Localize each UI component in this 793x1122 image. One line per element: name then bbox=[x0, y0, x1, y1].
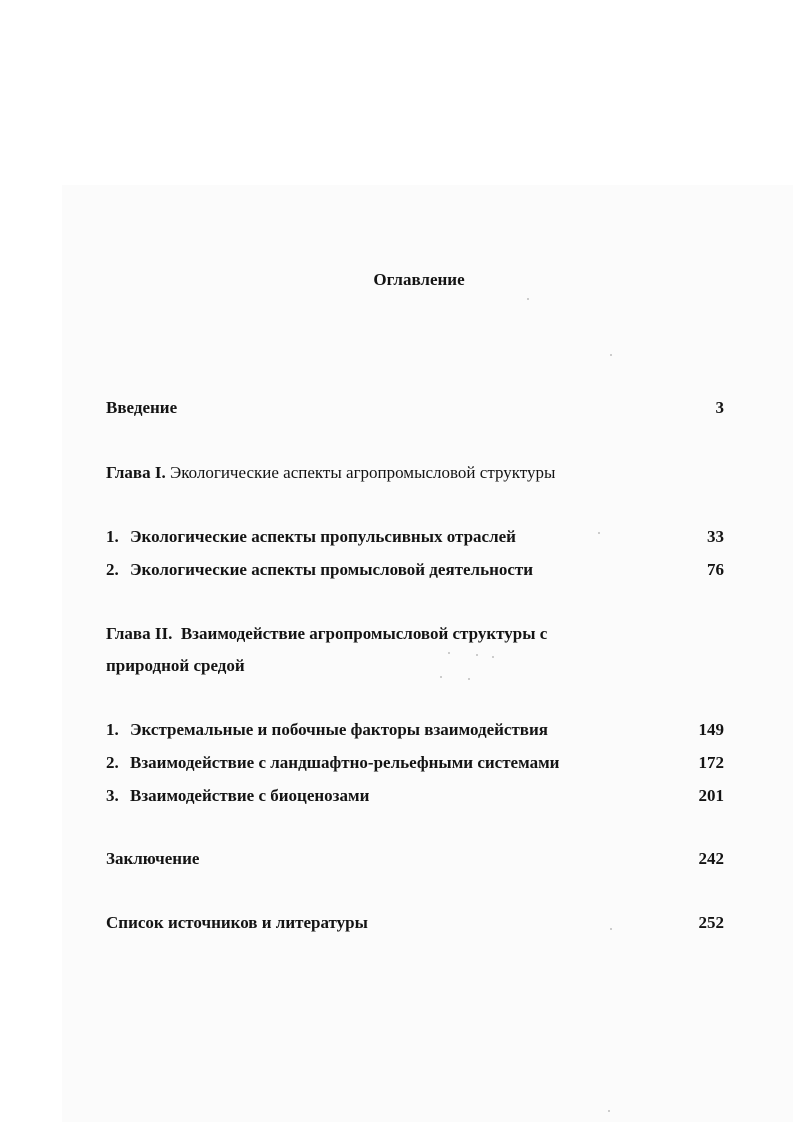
toc-chapter2-heading-line2: природной средой bbox=[106, 656, 245, 675]
chapter1-title: Экологические аспекты агропромысловой структуры bbox=[169, 463, 556, 482]
toc-chapter1-heading bbox=[106, 463, 555, 483]
toc-chapter2-section-2-page: 172 bbox=[698, 753, 724, 772]
toc-chapter2-section-1 bbox=[106, 720, 548, 740]
section-label: Экологические аспекты промысловой деятельности bbox=[130, 560, 534, 579]
scan-speck bbox=[448, 652, 450, 654]
toc-chapter2-section-3 bbox=[106, 786, 369, 806]
section-label: Взаимодействие с биоценозами bbox=[130, 786, 370, 805]
section-number: 1. bbox=[106, 720, 119, 739]
scan-speck bbox=[608, 1110, 610, 1112]
toc-intro-page: 3 bbox=[715, 398, 724, 417]
toc-chapter1-section-1 bbox=[106, 527, 516, 547]
section-number: 3. bbox=[106, 786, 119, 805]
scan-speck bbox=[610, 354, 612, 356]
scan-speck bbox=[468, 678, 470, 680]
scan-speck bbox=[610, 928, 612, 930]
chapter1-prefix: Глава I. bbox=[106, 463, 166, 482]
section-number: 2. bbox=[106, 560, 119, 579]
section-label: Экологические аспекты пропульсивных отраслей bbox=[130, 527, 516, 546]
toc-conclusion-label: Заключение bbox=[106, 849, 200, 868]
toc-sources-label: Список источников и литературы bbox=[106, 913, 368, 932]
page-title: Оглавление bbox=[373, 270, 465, 289]
section-number: 1. bbox=[106, 527, 119, 546]
toc-intro-label: Введение bbox=[106, 398, 178, 417]
scan-speck bbox=[527, 298, 529, 300]
scan-speck bbox=[476, 654, 478, 656]
toc-chapter2-section-2 bbox=[106, 753, 559, 773]
section-label: Взаимодействие с ландшафтно-рельефными системами bbox=[130, 753, 560, 772]
toc-chapter2-section-3-page: 201 bbox=[698, 786, 724, 805]
toc-chapter1-section-2-page: 76 bbox=[707, 560, 724, 579]
scan-speck bbox=[440, 676, 442, 678]
toc-chapter2-section-1-page: 149 bbox=[698, 720, 724, 739]
toc-sources-page: 252 bbox=[698, 913, 724, 932]
toc-chapter1-section-2 bbox=[106, 560, 533, 580]
toc-chapter1-section-1-page: 33 bbox=[707, 527, 724, 546]
scan-speck bbox=[598, 532, 600, 534]
toc-conclusion-page: 242 bbox=[698, 849, 724, 868]
section-label: Экстремальные и побочные факторы взаимодействия bbox=[130, 720, 548, 739]
section-number: 2. bbox=[106, 753, 119, 772]
scan-speck bbox=[492, 656, 494, 658]
scan-background bbox=[62, 185, 793, 1122]
toc-chapter2-heading-line1: Глава II. Взаимодействие агропромысловой структуры с bbox=[106, 624, 548, 643]
